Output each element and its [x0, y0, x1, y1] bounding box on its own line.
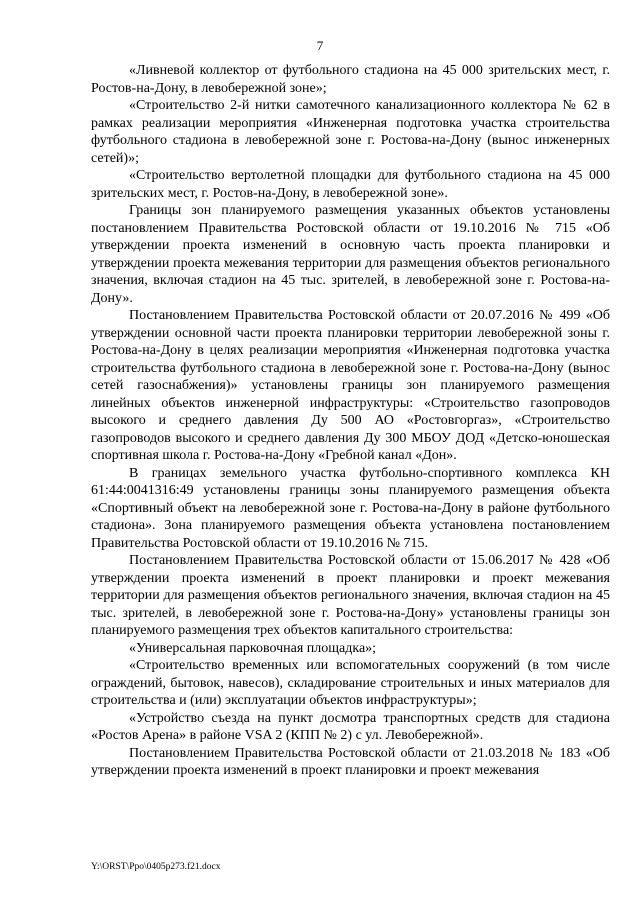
- paragraph: «Ливневой коллектор от футбольного стадиона на 45 000 зрительских мест, г. Ростов-на-Дону, в левобережной зоне»;: [91, 63, 610, 96]
- paragraph: «Строительство 2-й нитки самотечного канализационного коллектора № 62 в рамках реализации мероприятия «Инженерная подготовка участка строительства футбольного стадиона в левобережной зоне г. Ростова-на-Дону (вынос инженерных сетей)»;: [91, 98, 610, 166]
- paragraph: «Строительство временных или вспомогательных сооружений (в том числе ограждений, бытовок, навесов), складирование строительных и иных материалов для строительства и (или) эксплуатации объектов инфраструктуры»;: [91, 658, 610, 708]
- paragraph: Постановлением Правительства Ростовской области от 20.07.2016 № 499 «Об утверждении основной части проекта планировки территории левобережной зоны г. Ростова-на-Дону в целях реализации мероприятия «Инженерная подготовка участка строительства футбольного стадиона в левобережной зоне г. Ростова-на-Дону (вынос сетей газоснабжения)» установлены границы зон планируемого размещения линейных объектов инженерной инфраструктуры: «Строительство газопроводов высокого и среднего давления Ду 500 АО «Ростовгоргаз», «Строительство газопроводов высокого и среднего давления Ду 300 МБОУ ДОД «Детско-юношеская спортивная школа г. Ростова-на-Дону «Гребной канал «Дон».: [91, 308, 610, 463]
- paragraph: Постановлением Правительства Ростовской области от 15.06.2017 № 428 «Об утверждении проекта изменений в проект планировки и проект межевания территории для размещения объектов регионального значения, включая стадион на 45 тыс. зрителей, в левобережной зоне г. Ростова-на-Дону» установлены границы зон планируемого размещения трех объектов капитального строительства:: [91, 553, 610, 638]
- paragraph: «Строительство вертолетной площадки для футбольного стадиона на 45 000 зрительских мест, г. Ростов-на-Дону, в левобережной зоне».: [91, 168, 610, 201]
- file-path-footer: Y:\ORST\Ppo\0405p273.f21.docx: [91, 862, 221, 872]
- paragraph: Постановлением Правительства Ростовской области от 21.03.2018 № 183 «Об утверждении проекта изменений в проект планировки и проект межевания: [91, 745, 610, 778]
- paragraph: «Устройство съезда на пункт досмотра транспортных средств для стадиона «Ростов Арена» в районе VSA 2 (КПП № 2) с ул. Левобережной».: [91, 710, 610, 743]
- paragraph: Границы зон планируемого размещения указанных объектов установлены постановлением Правительства Ростовской области от 19.10.2016 № 715 «Об утверждении проекта изменений в основную часть проекта планировки и утверждении проекта межевания территории для размещения объектов регионального значения, включая стадион на 45 тыс. зрителей, в левобережной зоне г. Ростова-на-Дону».: [91, 203, 610, 306]
- document-body: [91, 62, 610, 780]
- paragraph: «Универсальная парковочная площадка»;: [129, 640, 377, 656]
- paragraph: В границах земельного участка футбольно-спортивного комплекса КН 61:44:0041316:49 установлены границы зоны планируемого размещения объекта «Спортивный объект на левобережной зоне г. Ростова-на-Дону в районе футбольного стадиона». Зона планируемого размещения объекта установлена постановлением Правительства Ростовской области от 19.10.2016 № 715.: [91, 465, 610, 551]
- page-number: 7: [316, 38, 324, 53]
